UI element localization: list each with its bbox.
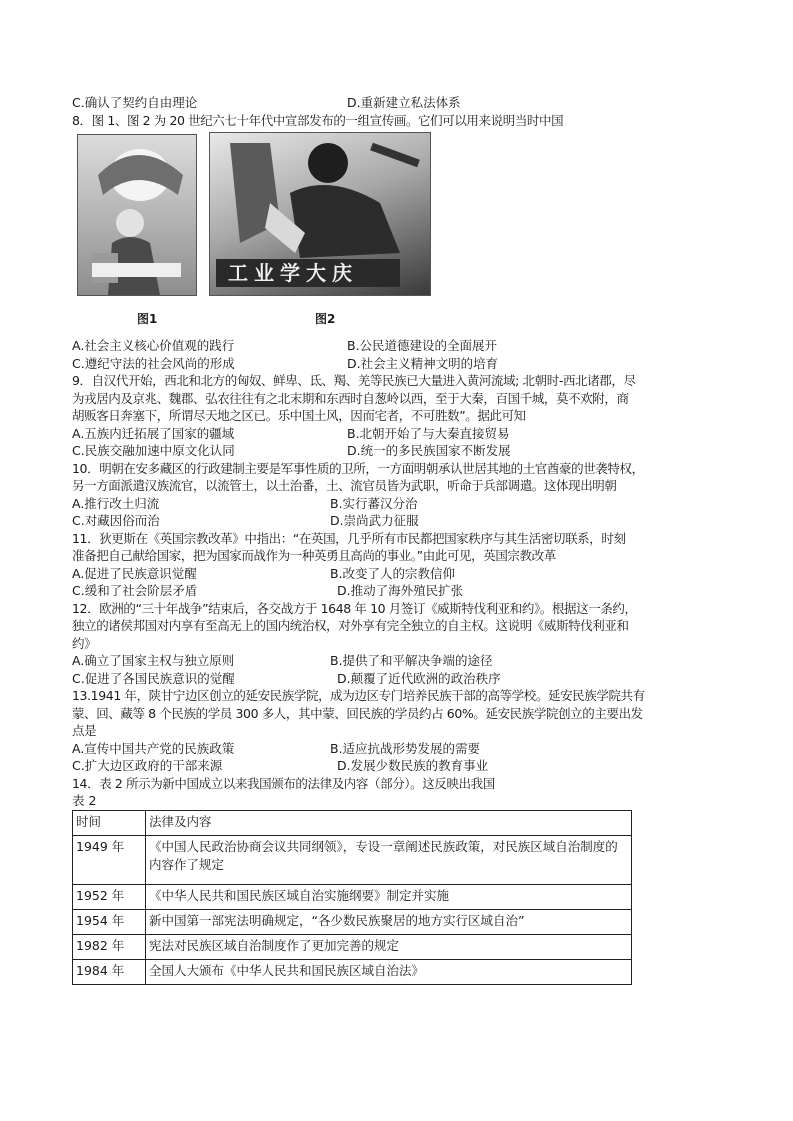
figure-1-caption: 图1: [137, 312, 158, 326]
option-row: [72, 512, 732, 530]
figure-1-poster: [77, 134, 197, 296]
option-d: D.重新建立私法体系: [347, 95, 461, 110]
option-d: D.推动了海外殖民扩张: [337, 583, 464, 598]
table-row: [73, 934, 632, 959]
option-row: [72, 565, 732, 583]
table-row: [73, 909, 632, 934]
option-a: A.五族内迁拓展了国家的疆域: [72, 425, 235, 441]
option-d: D.统一的多民族国家不断发展: [347, 443, 511, 458]
question-9-line-2: 为戎居内及京兆、魏郡、弘农往往有之北末期和东西时自葱岭以西，至于大秦，百国千城，莫不欢附，商: [72, 390, 629, 406]
header-law: 法律及内容: [146, 810, 632, 835]
option-d: D.社会主义精神文明的培育: [347, 355, 499, 371]
option-c: C.缓和了社会阶层矛盾: [72, 583, 198, 598]
option-row: [72, 495, 732, 513]
option-row: [72, 425, 732, 443]
table-header-row: [73, 810, 632, 835]
table-row: [73, 835, 632, 884]
option-c: C.扩大边区政府的干部来源: [72, 758, 223, 773]
cell-year: 1952 年: [73, 884, 146, 909]
question-9-line-3: 胡贩客日奔塞下，所谓尽天地之区已。乐中国土风，因而宅者，不可胜数”。据此可知: [72, 408, 526, 423]
option-a: A.社会主义核心价值观的践行: [72, 338, 235, 353]
option-row: [72, 652, 732, 670]
option-c: C.遵纪守法的社会风尚的形成: [72, 355, 235, 371]
figure-2-poster: [209, 132, 431, 296]
cell-content: 新中国第一部宪法明确规定，“各少数民族聚居的地方实行区域自治”: [146, 909, 632, 934]
cell-content: 《中国人民政治协商会议共同纲领》，专设一章阐述民族政策，对民族区域自治制度的内容作了规定: [146, 835, 632, 884]
option-c: C.民族交融加速中原文化认同: [72, 443, 235, 458]
option-b: B.实行蕃汉分治: [330, 495, 418, 511]
question-13-line-3: 点是: [72, 723, 97, 738]
question-11-line-1: 11．狄更斯在《英国宗教改革》中指出：“在英国，几乎所有市民都把国家秩序与其生活密切联系，时刻: [72, 530, 626, 546]
question-8-figures: [72, 132, 732, 337]
option-row: [72, 582, 732, 600]
cell-year: 1984 年: [73, 959, 146, 984]
option-a: A.推行改土归流: [72, 495, 160, 511]
option-row: [72, 94, 732, 112]
cell-content: 宪法对民族区域自治制度作了更加完善的规定: [146, 934, 632, 959]
table-label: 表 2: [72, 793, 97, 808]
option-a: A.宣传中国共产党的民族政策: [72, 740, 235, 756]
table-row: [73, 959, 632, 984]
question-13-line-2: 蒙、回、藏等 8 个民族的学员 300 多人，其中蒙、回民族的学员约占 60%。延安民族学院创立的主要出发: [72, 705, 643, 721]
question-10-line-2: 另一方面派遣汉族流官，以流管土，以土治番，土、流官员皆为武职，听命于兵部调遣。这体现出明朝: [72, 478, 617, 493]
cell-year: 1954 年: [73, 909, 146, 934]
option-b: B.提供了和平解决争端的途径: [330, 653, 493, 668]
option-a: A.促进了民族意识觉醒: [72, 565, 197, 581]
option-c: C.确认了契约自由理论: [72, 95, 198, 110]
poster-banner: 工业学大庆: [216, 259, 400, 287]
question-9-line-1: 9．自汉代开始，西北和北方的匈奴、鲜卑、氐、羯、羌等民族已大量进入黄河流域; 北朝时-西北诸郡，尽: [72, 373, 636, 388]
header-time: 时间: [73, 810, 146, 835]
cell-content: 《中华人民共和国民族区域自治实施纲要》制定并实施: [146, 884, 632, 909]
option-d: D.颠覆了近代欧洲的政治秩序: [337, 670, 501, 686]
option-row: [72, 740, 732, 758]
question-12-line-1: 12．欧洲的“三十年战争”结束后，各交战方于 1648 年 10 月签订《威斯特伐利亚和约》。根据这一条约，: [72, 600, 637, 616]
option-a: A.确立了国家主权与独立原则: [72, 653, 235, 668]
option-d: D.发展少数民族的教育事业: [337, 758, 489, 773]
question-11-line-2: 准备把自己献给国家，把为国家而战作为一种英勇且高尚的事业。”由此可见，英国宗教改革: [72, 548, 556, 563]
cell-year: 1949 年: [73, 835, 146, 884]
option-row: [72, 757, 732, 775]
option-row: [72, 442, 732, 460]
option-b: B.北朝开始了与大秦直接贸易: [347, 425, 510, 441]
option-row: [72, 355, 732, 373]
option-b: B.公民道德建设的全面展开: [347, 338, 498, 353]
option-row: [72, 337, 732, 355]
cell-content: 全国人大颁布《中华人民共和国民族区域自治法》: [146, 959, 632, 984]
question-14-stem: 14．表 2 所示为新中国成立以来我国颁布的法律及内容（部分）。这反映出我国: [72, 775, 495, 791]
figure-2-caption: 图2: [315, 312, 336, 326]
option-row: [72, 670, 732, 688]
option-d: D.崇尚武力征服: [330, 513, 419, 528]
question-8-stem: 8．图 1、图 2 为 20 世纪六七十年代中宣部发布的一组宣传画。它们可以用来说明当时中国: [72, 112, 564, 128]
poster-caption-strip: [92, 263, 181, 277]
table-row: [73, 884, 632, 909]
question-10-line-1: 10．明朝在安多藏区的行政建制主要是军事性质的卫所，一方面明朝承认世居其地的土官酋豪的世袭特权，: [72, 460, 644, 476]
cell-year: 1982 年: [73, 934, 146, 959]
option-c: C.促进了各国民族意识的觉醒: [72, 670, 235, 686]
option-b: B.改变了人的宗教信仰: [330, 565, 456, 581]
option-b: B.适应抗战形势发展的需要: [330, 740, 481, 756]
question-12-line-2: 独立的诸侯邦国对内享有至高无上的国内统治权，对外享有完全独立的自主权。这说明《威斯特伐利亚和: [72, 618, 629, 633]
option-c: C.对藏因俗而治: [72, 513, 160, 528]
question-13-line-1: 13.1941 年，陕甘宁边区创立的延安民族学院，成为边区专门培养民族干部的高等学校。延安民族学院共有: [72, 688, 645, 703]
question-12-line-3: 约》: [72, 635, 97, 651]
law-table: [72, 810, 632, 985]
exam-page: [72, 94, 732, 985]
